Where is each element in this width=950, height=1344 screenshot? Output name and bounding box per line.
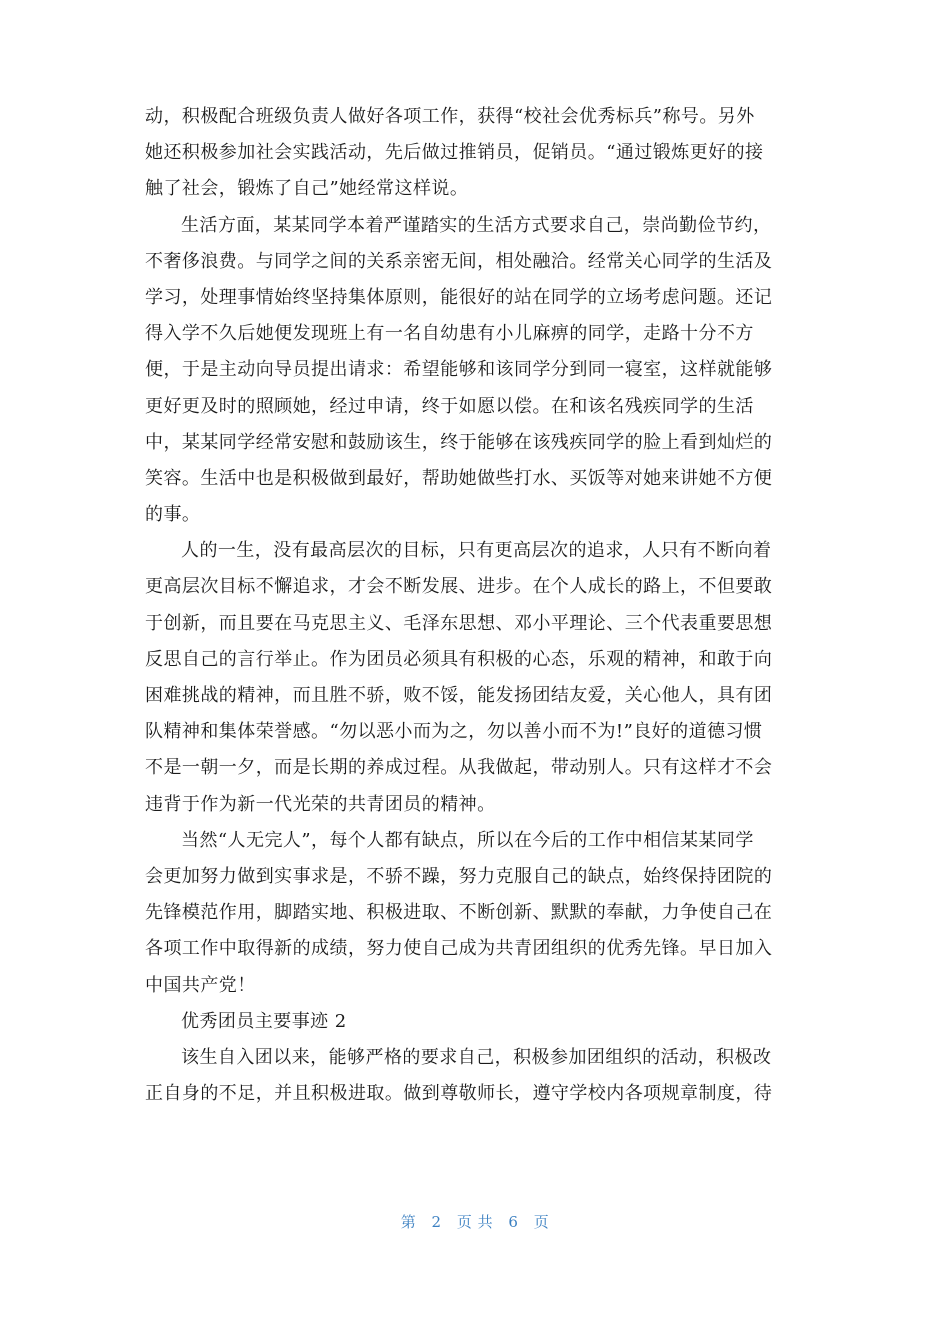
text-line: 中国共产党！ xyxy=(145,974,256,996)
text-line: 先锋模范作用，脚踏实地、积极进取、不断创新、默默的奉献，力争使自己在 xyxy=(145,902,773,924)
text-line: 触了社会，锻炼了自己”她经常这样说。 xyxy=(145,178,469,200)
text-line: 得入学不久后她便发现班上有一名自幼患有小儿麻痹的同学，走路十分不方 xyxy=(145,323,754,345)
footer-middle: 页 共 xyxy=(456,1213,494,1231)
text-line: 的事。 xyxy=(145,504,201,526)
text-line: 她还积极参加社会实践活动，先后做过推销员，促销员。“通过锻炼更好的接 xyxy=(145,142,764,164)
text-line: 不奢侈浪费。与同学之间的关系亲密无间，相处融洽。经常关心同学的生活及 xyxy=(145,250,773,272)
text-line: 不是一朝一夕，而是长期的养成过程。从我做起，带动别人。只有这样才不会 xyxy=(145,757,773,779)
text-line: 更好更及时的照顾她，经过申请，终于如愿以偿。在和该名残疾同学的生活 xyxy=(145,395,754,417)
text-line: 反思自己的言行举止。作为团员必须具有积极的心态，乐观的精神，和敢于向 xyxy=(145,648,773,670)
paragraph-start-line: 该生自入团以来，能够严格的要求自己，积极参加团组织的活动，积极改 xyxy=(181,1046,772,1068)
text-line: 笑容。生活中也是积极做到最好，帮助她做些打水、买饭等对她来讲她不方便 xyxy=(145,467,773,489)
total-pages: 6 xyxy=(508,1213,519,1231)
text-line: 学习，处理事情始终坚持集体原则，能很好的站在同学的立场考虑问题。还记 xyxy=(145,286,773,308)
paragraph-start-line: 当然“人无完人”，每个人都有缺点，所以在今后的工作中相信某某同学 xyxy=(181,829,754,851)
page-footer xyxy=(0,1211,950,1232)
text-line: 便，于是主动向导员提出请求：希望能够和该同学分到同一寝室，这样就能够 xyxy=(145,359,773,381)
text-line: 各项工作中取得新的成绩，努力使自己成为共青团组织的优秀先锋。早日加入 xyxy=(145,938,773,960)
text-line: 困难挑战的精神，而且胜不骄，败不馁，能发扬团结友爱，关心他人，具有团 xyxy=(145,685,773,706)
footer-prefix: 第 xyxy=(400,1213,417,1231)
text-line: 正自身的不足，并且积极进取。做到尊敬师长，遵守学校内各项规章制度，待 xyxy=(145,1083,773,1105)
section-heading: 优秀团员主要事迹 2 xyxy=(181,1010,347,1032)
text-line: 更高层次目标不懈追求，才会不断发展、进步。在个人成长的路上，不但要敢 xyxy=(145,576,773,598)
document-body xyxy=(145,99,810,1112)
text-line: 会更加努力做到实事求是，不骄不躁，努力克服自己的缺点，始终保持团院的 xyxy=(145,865,773,887)
paragraph-start-line: 人的一生，没有最高层次的目标，只有更高层次的追求，人只有不断向着 xyxy=(181,540,772,562)
text-line: 于创新，而且要在马克思主义、毛泽东思想、邓小平理论、三个代表重要思想 xyxy=(145,612,773,634)
text-line: 队精神和集体荣誉感。“勿以恶小而为之，勿以善小而不为!”良好的道德习惯 xyxy=(145,721,763,743)
text-line: 动，积极配合班级负责人做好各项工作，获得“校社会优秀标兵”称号。另外 xyxy=(145,106,755,127)
footer-suffix: 页 xyxy=(533,1213,550,1231)
text-line: 违背于作为新一代光荣的共青团员的精神。 xyxy=(145,793,496,815)
page-number: 2 xyxy=(431,1213,442,1231)
text-line: 中，某某同学经常安慰和鼓励该生，终于能够在该残疾同学的脸上看到灿烂的 xyxy=(145,431,773,453)
paragraph-start-line: 生活方面，某某同学本着严谨踏实的生活方式要求自己，崇尚勤俭节约， xyxy=(181,214,772,236)
